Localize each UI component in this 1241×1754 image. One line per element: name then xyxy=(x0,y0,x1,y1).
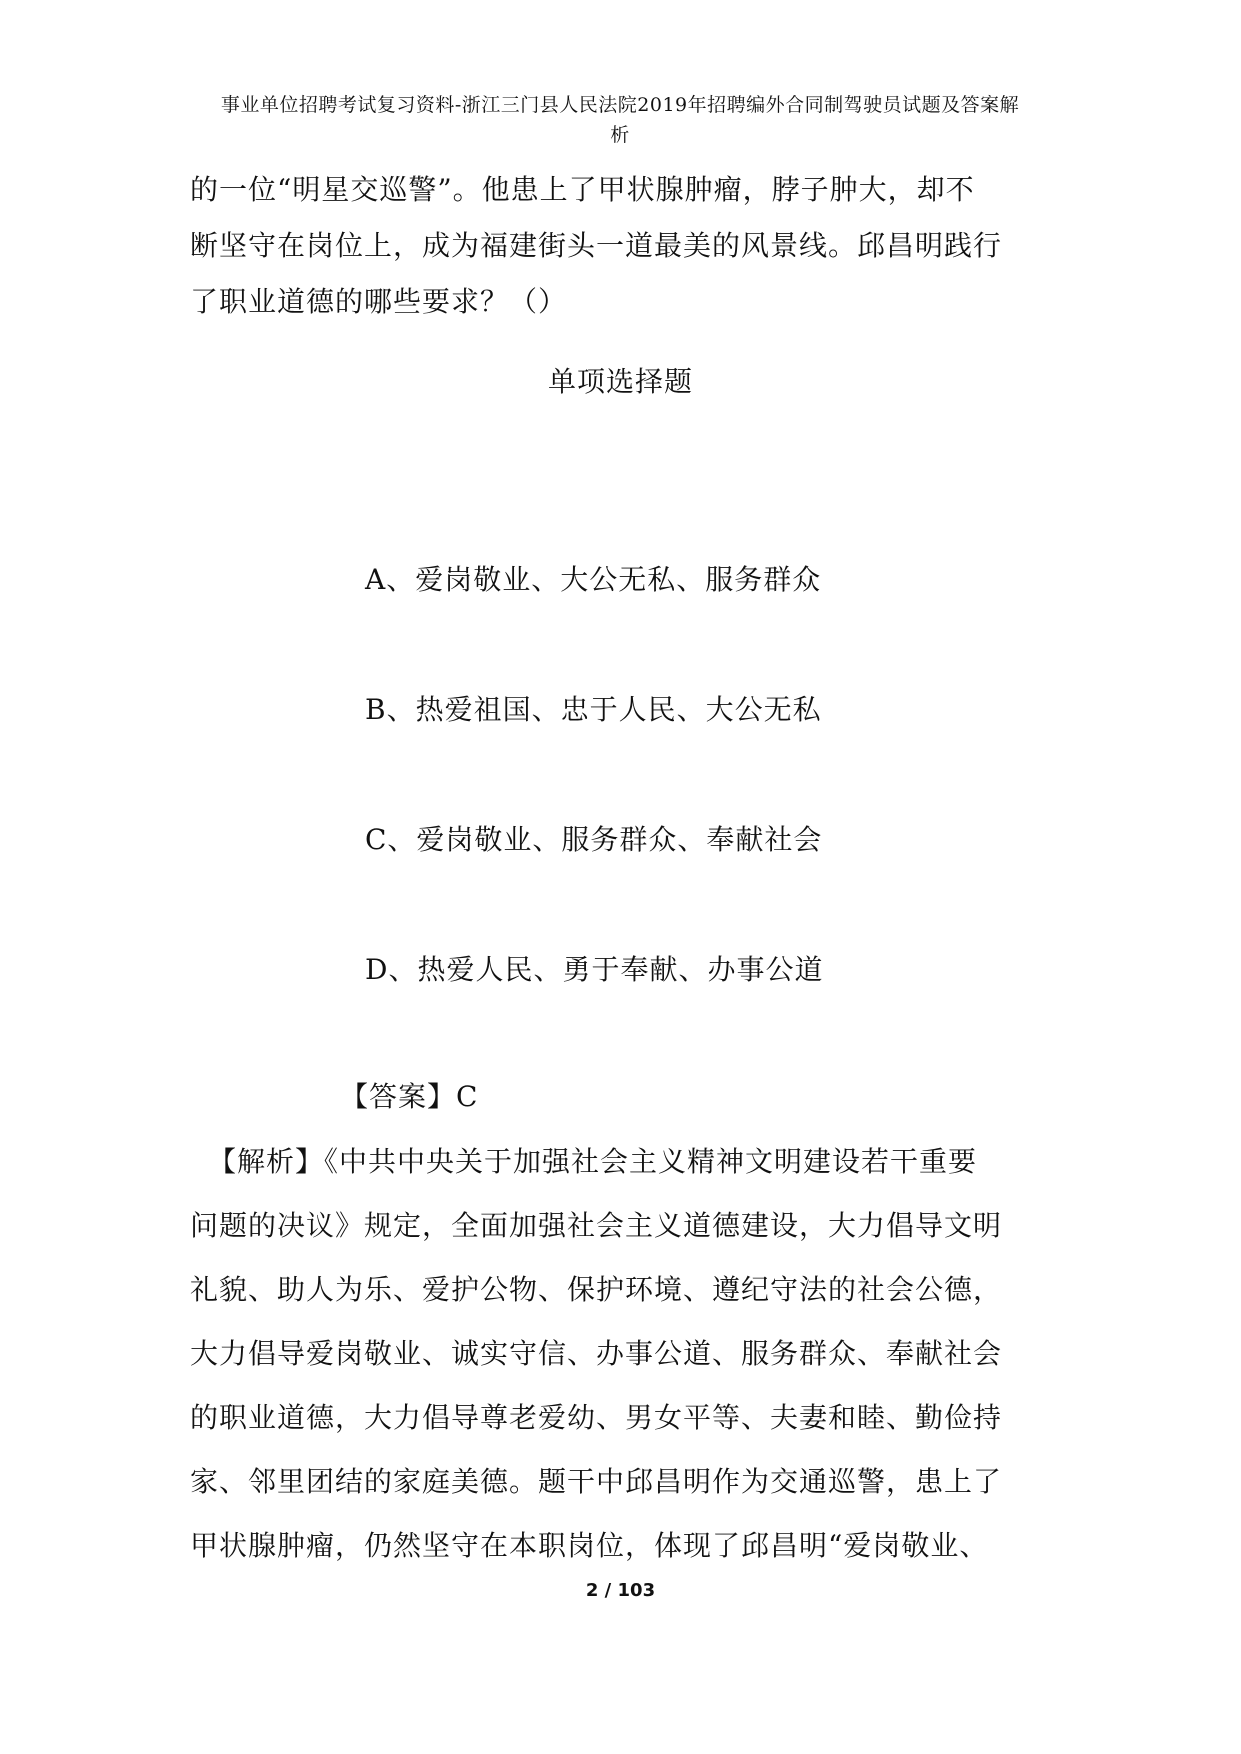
analysis-line-4: 大力倡导爱岗敬业、诚实守信、办事公道、服务群众、奉献社会 xyxy=(190,1337,1003,1370)
option-a: A、爱岗敬业、大公无私、服务群众 xyxy=(365,563,822,596)
page-header xyxy=(180,90,1060,150)
header-title-line-2: 析 xyxy=(610,124,630,146)
analysis-line-3: 礼貌、助人为乐、爱护公物、保护环境、遵纪守法的社会公德， xyxy=(190,1273,1003,1306)
analysis-line-1: 【解析】《中共中央关于加强社会主义精神文明建设若干重要 xyxy=(208,1145,978,1178)
question-line-3: 了职业道德的哪些要求？（） xyxy=(190,285,568,318)
option-d: D、热爱人民、勇于奉献、办事公道 xyxy=(365,953,824,986)
question-line-2: 断坚守在岗位上，成为福建街头一道最美的风景线。邱昌明践行 xyxy=(190,229,1003,262)
question-line-1: 的一位“明星交巡警”。他患上了甲状腺肿瘤，脖子肿大，却不 xyxy=(190,173,975,206)
option-b: B、热爱祖国、忠于人民、大公无私 xyxy=(365,693,822,726)
page-number: 2 / 103 xyxy=(585,1580,656,1601)
question-type-label: 单项选择题 xyxy=(547,365,693,398)
analysis-line-2: 问题的决议》规定，全面加强社会主义道德建设，大力倡导文明 xyxy=(190,1209,1003,1242)
analysis-line-6: 家、邻里团结的家庭美德。题干中邱昌明作为交通巡警，患上了 xyxy=(190,1465,1003,1498)
header-title-line-1: 事业单位招聘考试复习资料-浙江三门县人民法院2019年招聘编外合同制驾驶员试题及答案解 xyxy=(220,94,1020,116)
analysis-line-5: 的职业道德，大力倡导尊老爱幼、男女平等、夫妻和睦、勤俭持 xyxy=(190,1401,1003,1434)
option-c: C、爱岗敬业、服务群众、奉献社会 xyxy=(365,823,823,856)
analysis-line-7: 甲状腺肿瘤，仍然坚守在本职岗位，体现了邱昌明“爱岗敬业、 xyxy=(190,1529,989,1562)
answer-label: 【答案】C xyxy=(340,1080,479,1113)
